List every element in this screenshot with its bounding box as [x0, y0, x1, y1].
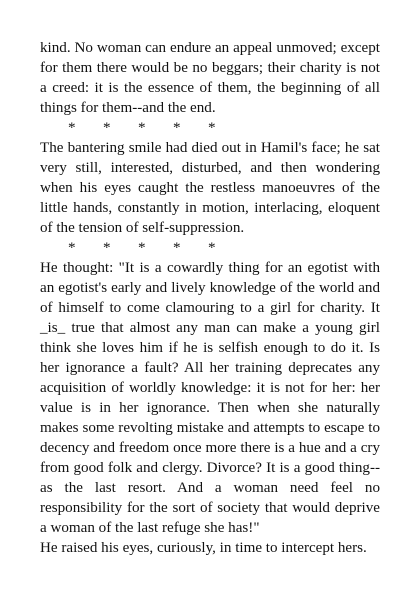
separator-star: * [173, 240, 181, 256]
paragraph-2: The bantering smile had died out in Hamil's face; he sat very still, interested, disturbed, and then wondering when his eyes caught the restless manoeuvres of the little hands, constantly in motion, interlacing, eloquent of the tension of self-suppression. [40, 140, 380, 236]
separator-star: * [138, 240, 146, 256]
separator-star: * [103, 120, 111, 136]
separator-star: * [68, 240, 76, 256]
separator-star: * [103, 240, 111, 256]
separator-star: * [208, 120, 216, 136]
separator-star: * [208, 240, 216, 256]
section-separator-1 [40, 118, 380, 138]
separator-star: * [138, 120, 146, 136]
separator-star: * [173, 120, 181, 136]
paragraph-3: He thought: "It is a cowardly thing for an egotist with an egotist's early and lively knowledge of the world and of himself to come clamouring to a girl for charity. It _is_ true that almost any man can make a young girl think she loves him if he is selfish enough to do it. Is her ignorance a fault? All her training deprecates any acquisition of worldly knowledge: it is not for her: her value is in her ignorance. Then when she naturally makes some revolting mistake and attempts to escape to decency and freedom once more there is a hue and a cry from good folk and clergy. Divorce? It is a good thing--as the last resort. And a woman need feel no responsibility for the sort of society that would deprive a woman of the last refuge she has!" [40, 260, 380, 536]
paragraph-1: kind. No woman can endure an appeal unmoved; except for them there would be no beggars; their charity is not a creed: it is the essence of them, the beginning of all things for them--and the end. [40, 40, 380, 116]
paragraph-4: He raised his eyes, curiously, in time to intercept hers. [40, 540, 367, 556]
section-separator-2 [40, 238, 380, 258]
separator-star: * [68, 120, 76, 136]
book-page [40, 38, 380, 558]
